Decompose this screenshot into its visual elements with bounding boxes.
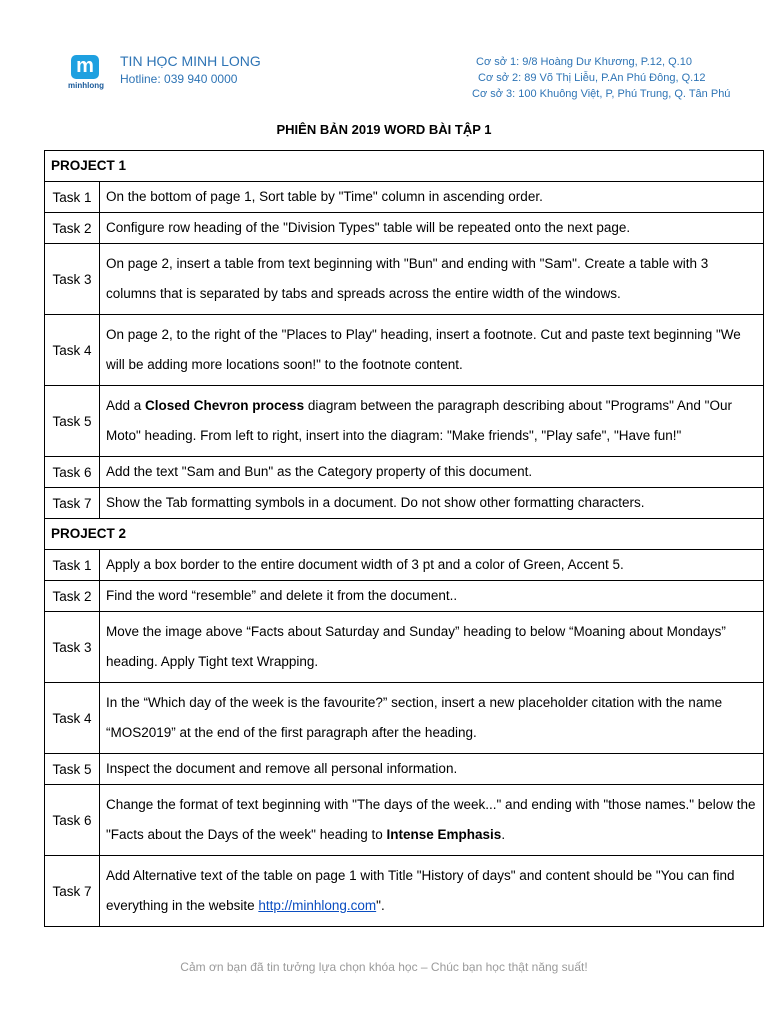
task-id: Task 7: [45, 856, 100, 927]
task-id: Task 5: [45, 386, 100, 457]
project-header-row: [45, 151, 764, 182]
task-text: In the “Which day of the week is the favourite?” section, insert a new placeholder citation with the name “MOS2019” at the end of the first paragraph after the heading.: [100, 683, 764, 754]
project-2-label: PROJECT 2: [45, 519, 764, 550]
hotline: Hotline: 039 940 0000: [120, 72, 238, 86]
task-text: On page 2, insert a table from text beginning with "Bun" and ending with "Sam". Create a table with 3 columns that is separated by tabs and spreads across the entire width of the windows.: [100, 244, 764, 315]
task-id: Task 4: [45, 315, 100, 386]
table-row: [45, 488, 764, 519]
task-id: Task 5: [45, 754, 100, 785]
table-row: [45, 182, 764, 213]
table-row: [45, 785, 764, 856]
task-id: Task 1: [45, 550, 100, 581]
task-text: On the bottom of page 1, Sort table by "Time" column in ascending order.: [100, 182, 764, 213]
table-row: [45, 244, 764, 315]
table-row: [45, 457, 764, 488]
table-row: [45, 386, 764, 457]
task-text-post: diagram between the paragraph describing about "Programs" And "Our Moto" heading. From left to right, insert into the diagram: "Make friends", "Play safe", "Have fun!": [106, 398, 732, 443]
task-id: Task 1: [45, 182, 100, 213]
table-row: [45, 550, 764, 581]
table-row: [45, 213, 764, 244]
branch-addresses: [468, 54, 738, 102]
table-row: [45, 612, 764, 683]
task-text: Find the word “resemble” and delete it from the document..: [100, 581, 764, 612]
table-row: [45, 683, 764, 754]
task-text: Inspect the document and remove all personal information.: [100, 754, 764, 785]
branch-3: Cơ sở 3: 100 Khuông Việt, P, Phú Trung, Q. Tân Phú: [472, 88, 731, 100]
project-header-row: [45, 519, 764, 550]
task-text-pre: Change the format of text beginning with "The days of the week..." and ending with "those names." below the "Facts about the Days of the week" heading to: [106, 797, 756, 842]
task-text-pre: Add Alternative text of the table on page 1 with Title "History of days" and content should be "You can find everything in the website: [106, 868, 735, 913]
task-id: Task 6: [45, 457, 100, 488]
task-text-emphasis: Intense Emphasis: [386, 827, 502, 842]
task-text: Configure row heading of the "Division Types" table will be repeated onto the next page.: [100, 213, 764, 244]
website-link[interactable]: http://minhlong.com: [258, 898, 377, 913]
task-id: Task 4: [45, 683, 100, 754]
branch-2: Cơ sở 2: 89 Võ Thị Liễu, P.An Phú Đông, Q.12: [478, 72, 706, 84]
table-row: [45, 581, 764, 612]
task-text: Add the text "Sam and Bun" as the Category property of this document.: [100, 457, 764, 488]
task-text: [100, 785, 764, 856]
task-id: Task 3: [45, 244, 100, 315]
document-title: PHIÊN BẢN 2019 WORD BÀI TẬP 1: [276, 122, 492, 137]
task-text-post: ".: [376, 898, 385, 913]
task-text: Move the image above “Facts about Saturday and Sunday” heading to below “Moaning about Mondays” heading. Apply Tight text Wrapping.: [100, 612, 764, 683]
page-footer: Cảm ơn bạn đã tin tưởng lựa chọn khóa học – Chúc bạn học thật năng suất!: [180, 960, 588, 974]
branch-1: Cơ sở 1: 9/8 Hoàng Dư Khương, P.12, Q.10: [476, 56, 692, 68]
logo-text: minhlong: [68, 81, 104, 90]
task-text: [100, 386, 764, 457]
task-text: [100, 856, 764, 927]
task-text-pre: Add a: [106, 398, 146, 413]
task-id: Task 6: [45, 785, 100, 856]
task-text: On page 2, to the right of the "Places to Play" heading, insert a footnote. Cut and paste text beginning "We will be adding more locations soon!" to the footnote content.: [100, 315, 764, 386]
task-id: Task 2: [45, 213, 100, 244]
page-header: [68, 50, 738, 110]
company-name: TIN HỌC MINH LONG: [120, 53, 261, 69]
project-1-label: PROJECT 1: [45, 151, 764, 182]
task-text: Apply a box border to the entire document width of 3 pt and a color of Green, Accent 5.: [100, 550, 764, 581]
task-id: Task 3: [45, 612, 100, 683]
company-logo: [68, 55, 102, 90]
task-id: Task 2: [45, 581, 100, 612]
task-text: Show the Tab formatting symbols in a document. Do not show other formatting characters.: [100, 488, 764, 519]
table-row: [45, 856, 764, 927]
table-row: [45, 315, 764, 386]
task-text-post: .: [501, 827, 506, 842]
table-row: [45, 754, 764, 785]
task-id: Task 7: [45, 488, 100, 519]
logo-mark: m: [71, 55, 99, 79]
task-table: [44, 150, 764, 927]
task-text-emphasis: Closed Chevron process: [145, 398, 305, 413]
company-info: [120, 53, 261, 87]
